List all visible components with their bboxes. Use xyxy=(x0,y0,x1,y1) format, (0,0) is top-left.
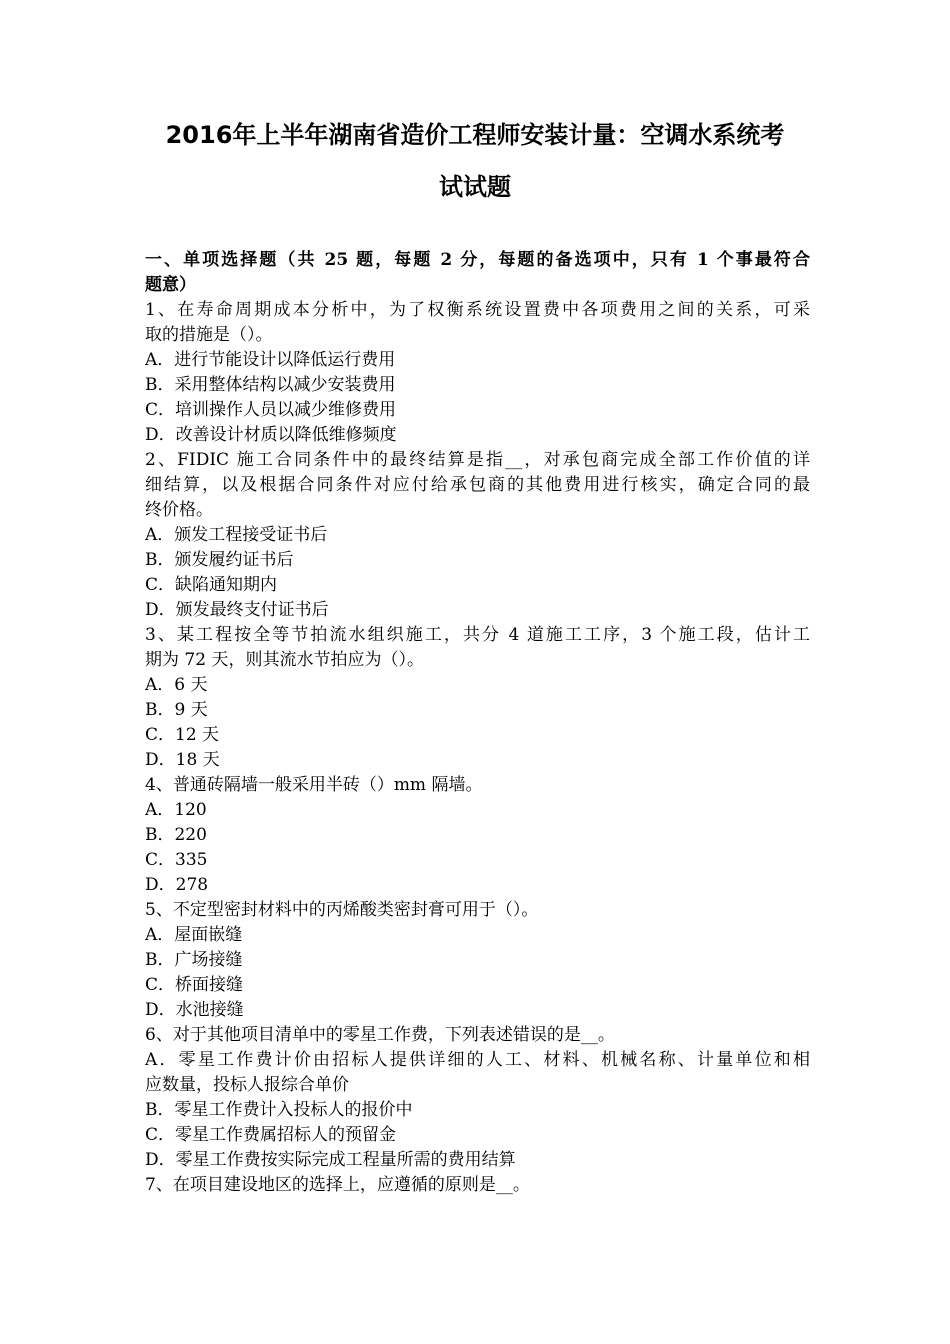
text-line: D．改善设计材质以降低维修频度 xyxy=(145,425,397,445)
text-line: A．屋面嵌缝 xyxy=(145,925,243,945)
text-line: 3、某工程按全等节拍流水组织施工，共分 4 道施工工序，3 个施工段，估计工 xyxy=(145,625,810,645)
text-line: 6、对于其他项目清单中的零星工作费，下列表述错误的是__。 xyxy=(145,1025,615,1045)
text-line: A．120 xyxy=(145,800,207,820)
text-line: 终价格。 xyxy=(145,500,213,520)
text-line: C．零星工作费属招标人的预留金 xyxy=(145,1125,397,1145)
text-line: C．桥面接缝 xyxy=(145,975,244,995)
text-line: B．广场接缝 xyxy=(145,950,243,970)
text-line: B．9 天 xyxy=(145,700,208,720)
text-line: B．220 xyxy=(145,825,207,845)
text-line: A．6 天 xyxy=(145,675,208,695)
text-line: C．培训操作人员以减少维修费用 xyxy=(145,400,397,420)
text-line: C．缺陷通知期内 xyxy=(145,575,278,595)
text-line: D．零星工作费按实际完成工程量所需的费用结算 xyxy=(145,1150,516,1170)
text-line: 细结算，以及根据合同条件对应付给承包商的其他费用进行核实，确定合同的最 xyxy=(145,475,810,495)
text-line: D．278 xyxy=(145,875,209,895)
text-line: 题意） xyxy=(145,275,196,295)
text-line: 4、普通砖隔墙一般采用半砖（）mm 隔墙。 xyxy=(145,775,483,795)
text-line: B．零星工作费计入投标人的报价中 xyxy=(145,1100,413,1120)
text-line: 应数量，投标人报综合单价 xyxy=(145,1075,349,1095)
text-line: A．颁发工程接受证书后 xyxy=(145,525,328,545)
text-line: 期为 72 天，则其流水节拍应为（）。 xyxy=(145,650,424,670)
text-line: 7、在项目建设地区的选择上，应遵循的原则是__。 xyxy=(145,1175,530,1195)
text-line: B．采用整体结构以减少安装费用 xyxy=(145,375,396,395)
text-line: D．水池接缝 xyxy=(145,1000,244,1020)
text-line: 一、单项选择题（共 25 题，每题 2 分，每题的备选项中，只有 1 个事最符合 xyxy=(145,250,810,270)
document-title-line-2: 试试题 xyxy=(439,173,511,201)
text-line: 取的措施是（）。 xyxy=(145,325,273,345)
text-line: A．零星工作费计价由招标人提供详细的人工、材料、机械名称、计量单位和相 xyxy=(145,1050,810,1070)
text-line: B．颁发履约证书后 xyxy=(145,550,294,570)
text-line: C．12 天 xyxy=(145,725,220,745)
text-line: D．18 天 xyxy=(145,750,220,770)
document-title-line-1: 2016年上半年湖南省造价工程师安装计量：空调水系统考 xyxy=(165,121,785,149)
document-body xyxy=(145,248,810,1198)
text-line: C．335 xyxy=(145,850,208,870)
text-line: 1、在寿命周期成本分析中，为了权衡系统设置费中各项费用之间的关系，可采 xyxy=(145,300,810,320)
text-line: A．进行节能设计以降低运行费用 xyxy=(145,350,396,370)
text-line: 5、不定型密封材料中的丙烯酸类密封膏可用于（）。 xyxy=(145,900,539,920)
text-line: D．颁发最终支付证书后 xyxy=(145,600,329,620)
text-line: 2、FIDIC 施工合同条件中的最终结算是指__，对承包商完成全部工作价值的详 xyxy=(145,450,810,470)
